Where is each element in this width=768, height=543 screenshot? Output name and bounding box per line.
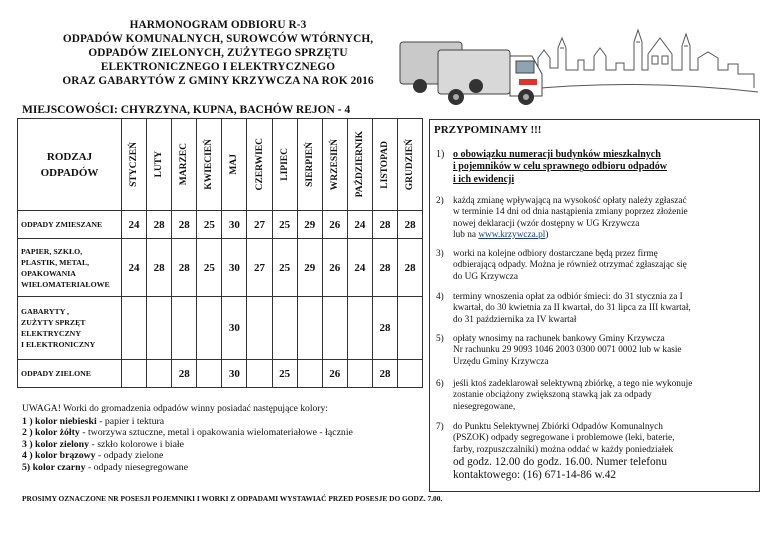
month-label: CZERWIEC	[254, 138, 265, 191]
day-cell	[398, 360, 423, 388]
reminder-item	[436, 149, 753, 186]
waste-type-line: GABARYTY ,	[21, 307, 69, 316]
bag-color-key: 5) kolor czarny	[22, 461, 86, 473]
reminder-line: niesegregowane,	[453, 401, 516, 412]
day-cell: 28	[172, 211, 197, 239]
day-cell: 29	[297, 211, 322, 239]
month-header	[172, 119, 197, 211]
waste-type-header	[18, 119, 122, 211]
day-cell: 24	[347, 239, 372, 297]
bag-color-desc: - odpady niesegregowane	[85, 461, 189, 473]
waste-type-line: ELEKTRYCZNY	[21, 329, 81, 338]
reminder-item	[436, 249, 753, 283]
reminder-line: odbierającą odpady. Można je również otrzymać zgłaszając się	[453, 260, 687, 271]
link-suffix: )	[545, 229, 549, 240]
title-line: ODPADÓW ZIELONYCH, ZUŻYTEGO SPRZĘTU	[88, 47, 348, 59]
bag-color-item	[22, 462, 422, 474]
month-header	[247, 119, 272, 211]
reminder-line: terminy wnoszenia opłat za odbiór śmieci: do 31 stycznia za I	[453, 292, 683, 302]
bag-color-key: 2 ) kolor żółty	[22, 427, 80, 439]
day-cell: 27	[247, 211, 272, 239]
bag-color-key: 4 ) kolor brązowy	[22, 450, 96, 462]
day-cell: 28	[147, 211, 172, 239]
waste-type-line: ZUŻYTY SPRZĘT	[21, 318, 86, 327]
header-line: RODZAJ	[46, 150, 93, 163]
day-cell: 28	[398, 239, 423, 297]
bag-color-desc: - tworzywa sztuczne, metal i opakowania wielomateriałowe - łącznie	[79, 427, 353, 439]
website-link[interactable]: www.krzywcza.pl	[478, 229, 546, 240]
month-label: LIPIEC	[279, 148, 290, 181]
reminder-item	[436, 334, 753, 368]
month-header	[122, 119, 147, 211]
day-cell	[398, 297, 423, 360]
reminder-number: 5)	[436, 334, 444, 344]
month-label: GRUDZIEŃ	[405, 138, 416, 191]
day-cell	[272, 297, 297, 360]
reminder-line: do UG Krzywcza	[453, 271, 519, 282]
reminder-item	[436, 292, 753, 326]
day-cell: 24	[122, 239, 147, 297]
month-header	[372, 119, 397, 211]
month-label: LISTOPAD	[379, 140, 390, 189]
month-header	[272, 119, 297, 211]
month-header	[222, 119, 247, 211]
footer-note: PROSIMY OZNACZONE NR POSESJI POJEMNIKI I WORKI Z ODPADAMI WYSTAWIAĆ PRZED POSESJE DO GODZ. 7.00.	[22, 494, 443, 503]
document-title	[18, 18, 418, 88]
day-cell	[297, 297, 322, 360]
day-cell	[347, 360, 372, 388]
reminder-line: i ich ewidencji	[453, 173, 515, 185]
collection-schedule-table	[17, 118, 423, 388]
waste-type-line: PLASTIK, METAL,	[21, 257, 90, 267]
reminder-heading: PRZYPOMINAMY !!!	[434, 124, 542, 136]
waste-type-cell	[18, 211, 122, 239]
month-label: SIERPIEŃ	[304, 142, 315, 187]
bag-color-desc: - szkło kolorowe i białe	[89, 438, 184, 450]
reminder-number: 3)	[436, 249, 444, 259]
day-cell: 26	[322, 239, 347, 297]
reminder-line: o obowiązku numeracji budynków mieszkalnych	[453, 149, 661, 160]
reminder-line: jeśli ktoś zadeklarował selektywną zbiórkę, a tego nie wykonuje	[453, 379, 693, 389]
table-header-row	[18, 119, 423, 211]
reminder-line: kwartał, do 30 kwietnia za II kwartał, do 31 lipca za III kwartał,	[453, 303, 691, 314]
reminder-line: nowej deklaracji (wzór dostępny w UG Krzywcza	[453, 218, 640, 229]
day-cell	[147, 360, 172, 388]
day-cell: 30	[222, 211, 247, 239]
day-cell: 25	[197, 211, 222, 239]
bag-color-item	[22, 416, 422, 428]
day-cell	[197, 360, 222, 388]
day-cell: 30	[222, 239, 247, 297]
waste-type-line: ODPADY ZMIESZANE	[21, 220, 103, 229]
reminder-number: 2)	[436, 196, 444, 206]
table-row	[18, 360, 423, 388]
day-cell	[122, 297, 147, 360]
month-label: KWIECIEŃ	[204, 139, 215, 190]
reminder-item	[436, 196, 753, 241]
month-label: PAŹDZIERNIK	[354, 131, 365, 198]
reminder-line: opłaty wnosimy na rachunek bankowy Gminy Krzywcza	[453, 334, 665, 344]
month-label: WRZESIEŃ	[329, 138, 340, 191]
day-cell: 25	[272, 239, 297, 297]
reminder-line: i pojemników w celu sprawnego odbioru odpadów	[453, 161, 667, 173]
day-cell: 28	[372, 297, 397, 360]
locality-line: MIEJSCOWOŚCI: CHYRZYNA, KUPNA, BACHÓW REJON - 4	[22, 104, 351, 116]
day-cell: 28	[172, 239, 197, 297]
day-cell: 26	[322, 211, 347, 239]
day-cell: 27	[247, 239, 272, 297]
reminder-line: Urzędu Gminy Krzywcza	[453, 356, 549, 367]
day-cell	[122, 360, 147, 388]
reminder-number: 4)	[436, 292, 444, 302]
bag-color-key: 3 ) kolor zielony	[22, 438, 90, 450]
waste-type-cell	[18, 297, 122, 360]
bag-color-item	[22, 439, 422, 451]
day-cell	[197, 297, 222, 360]
table-row	[18, 297, 423, 360]
day-cell: 25	[272, 211, 297, 239]
table-row	[18, 211, 423, 239]
reminder-line: kontaktowego: (16) 671-14-86 w.42	[453, 468, 617, 481]
reminder-box	[429, 119, 760, 492]
reminder-line: Nr rachunku 29 9093 1046 2003 0300 0071 0002 lub w kasie	[453, 345, 682, 356]
waste-type-line: I ELEKTRONICZNY	[21, 340, 96, 349]
day-cell: 30	[222, 360, 247, 388]
reminder-number: 1)	[436, 149, 445, 160]
reminder-number: 6)	[436, 379, 444, 389]
reminder-line: worki na kolejne odbiory dostarczane będą przez firmę	[453, 249, 658, 259]
reminder-line: od godz. 12.00 do godz. 16.00. Numer telefonu	[453, 455, 667, 468]
month-label: STYCZEŃ	[129, 142, 140, 187]
day-cell: 24	[347, 211, 372, 239]
day-cell	[147, 297, 172, 360]
month-label: LUTY	[154, 151, 165, 178]
bag-color-item	[22, 450, 422, 462]
day-cell: 25	[197, 239, 222, 297]
waste-type-line: ODPADY ZIELONE	[21, 369, 91, 378]
reminder-line: farby, rozpuszczalniki) można oddać w każdy poniedziałek	[453, 444, 674, 455]
month-header	[322, 119, 347, 211]
bag-color-item	[22, 427, 422, 439]
table-row	[18, 239, 423, 297]
day-cell: 28	[172, 360, 197, 388]
header-line: ODPADÓW	[40, 166, 99, 179]
title-line: ODPADÓW KOMUNALNYCH, SUROWCÓW WTÓRNYCH,	[62, 33, 374, 45]
day-cell: 24	[122, 211, 147, 239]
reminder-line: w terminie 14 dni od dnia nastąpienia zmiany poprzez złożenie	[453, 207, 688, 218]
waste-type-line: OPAKOWANIA	[21, 268, 76, 278]
day-cell: 28	[372, 239, 397, 297]
title-line: ELEKTRONICZNEGO I ELEKTRYCZNEGO	[100, 61, 336, 73]
month-header	[197, 119, 222, 211]
bag-colors-note	[22, 403, 422, 474]
day-cell	[247, 360, 272, 388]
day-cell: 26	[322, 360, 347, 388]
month-header	[297, 119, 322, 211]
day-cell: 28	[372, 211, 397, 239]
month-header	[398, 119, 423, 211]
day-cell	[297, 360, 322, 388]
day-cell: 28	[147, 239, 172, 297]
reminder-line: do Punktu Selektywnej Zbiórki Odpadów Komunalnych	[453, 422, 663, 432]
reminder-line: do 31 października za IV kwartał	[453, 314, 577, 325]
day-cell: 29	[297, 239, 322, 297]
bag-color-desc: - papier i tektura	[96, 415, 165, 427]
day-cell: 30	[222, 297, 247, 360]
waste-type-line: WIELOMATERIAŁOWE	[21, 279, 110, 289]
reminder-line: każdą zmianę wpływającą na wysokość opłaty należy zgłaszać	[453, 196, 687, 206]
day-cell: 28	[398, 211, 423, 239]
reminder-line: (PSZOK) odpady segregowane i problemowe (leki, baterie,	[453, 433, 675, 444]
month-label: MARZEC	[179, 143, 190, 186]
day-cell	[247, 297, 272, 360]
bag-colors-lead: UWAGA! Worki do gromadzenia odpadów winny posiadać następujące kolory:	[22, 403, 328, 414]
reminder-line: zostanie obciążony zwiększoną stawką jak za odpady	[453, 390, 652, 401]
month-header	[347, 119, 372, 211]
day-cell: 28	[372, 360, 397, 388]
day-cell	[322, 297, 347, 360]
reminder-line	[453, 230, 753, 241]
garbage-trucks-town-skyline-icon	[398, 8, 760, 108]
reminder-number: 7)	[436, 422, 444, 432]
month-label: MAJ	[229, 154, 240, 175]
bag-color-desc: - odpady zielone	[95, 450, 164, 462]
waste-type-line: PAPIER, SZKŁO,	[21, 246, 83, 256]
day-cell	[172, 297, 197, 360]
waste-type-cell	[18, 239, 122, 297]
waste-type-cell	[18, 360, 122, 388]
bag-color-key: 1 ) kolor niebieski	[22, 415, 97, 427]
title-line: ORAZ GABARYTÓW Z GMINY KRZYWCZA NA ROK 2016	[62, 75, 374, 87]
reminder-item	[436, 422, 753, 482]
reminder-item	[436, 379, 753, 413]
title-line: HARMONOGRAM ODBIORU R-3	[129, 19, 307, 31]
day-cell: 25	[272, 360, 297, 388]
link-prefix: lub na	[453, 229, 479, 240]
month-header	[147, 119, 172, 211]
day-cell	[347, 297, 372, 360]
